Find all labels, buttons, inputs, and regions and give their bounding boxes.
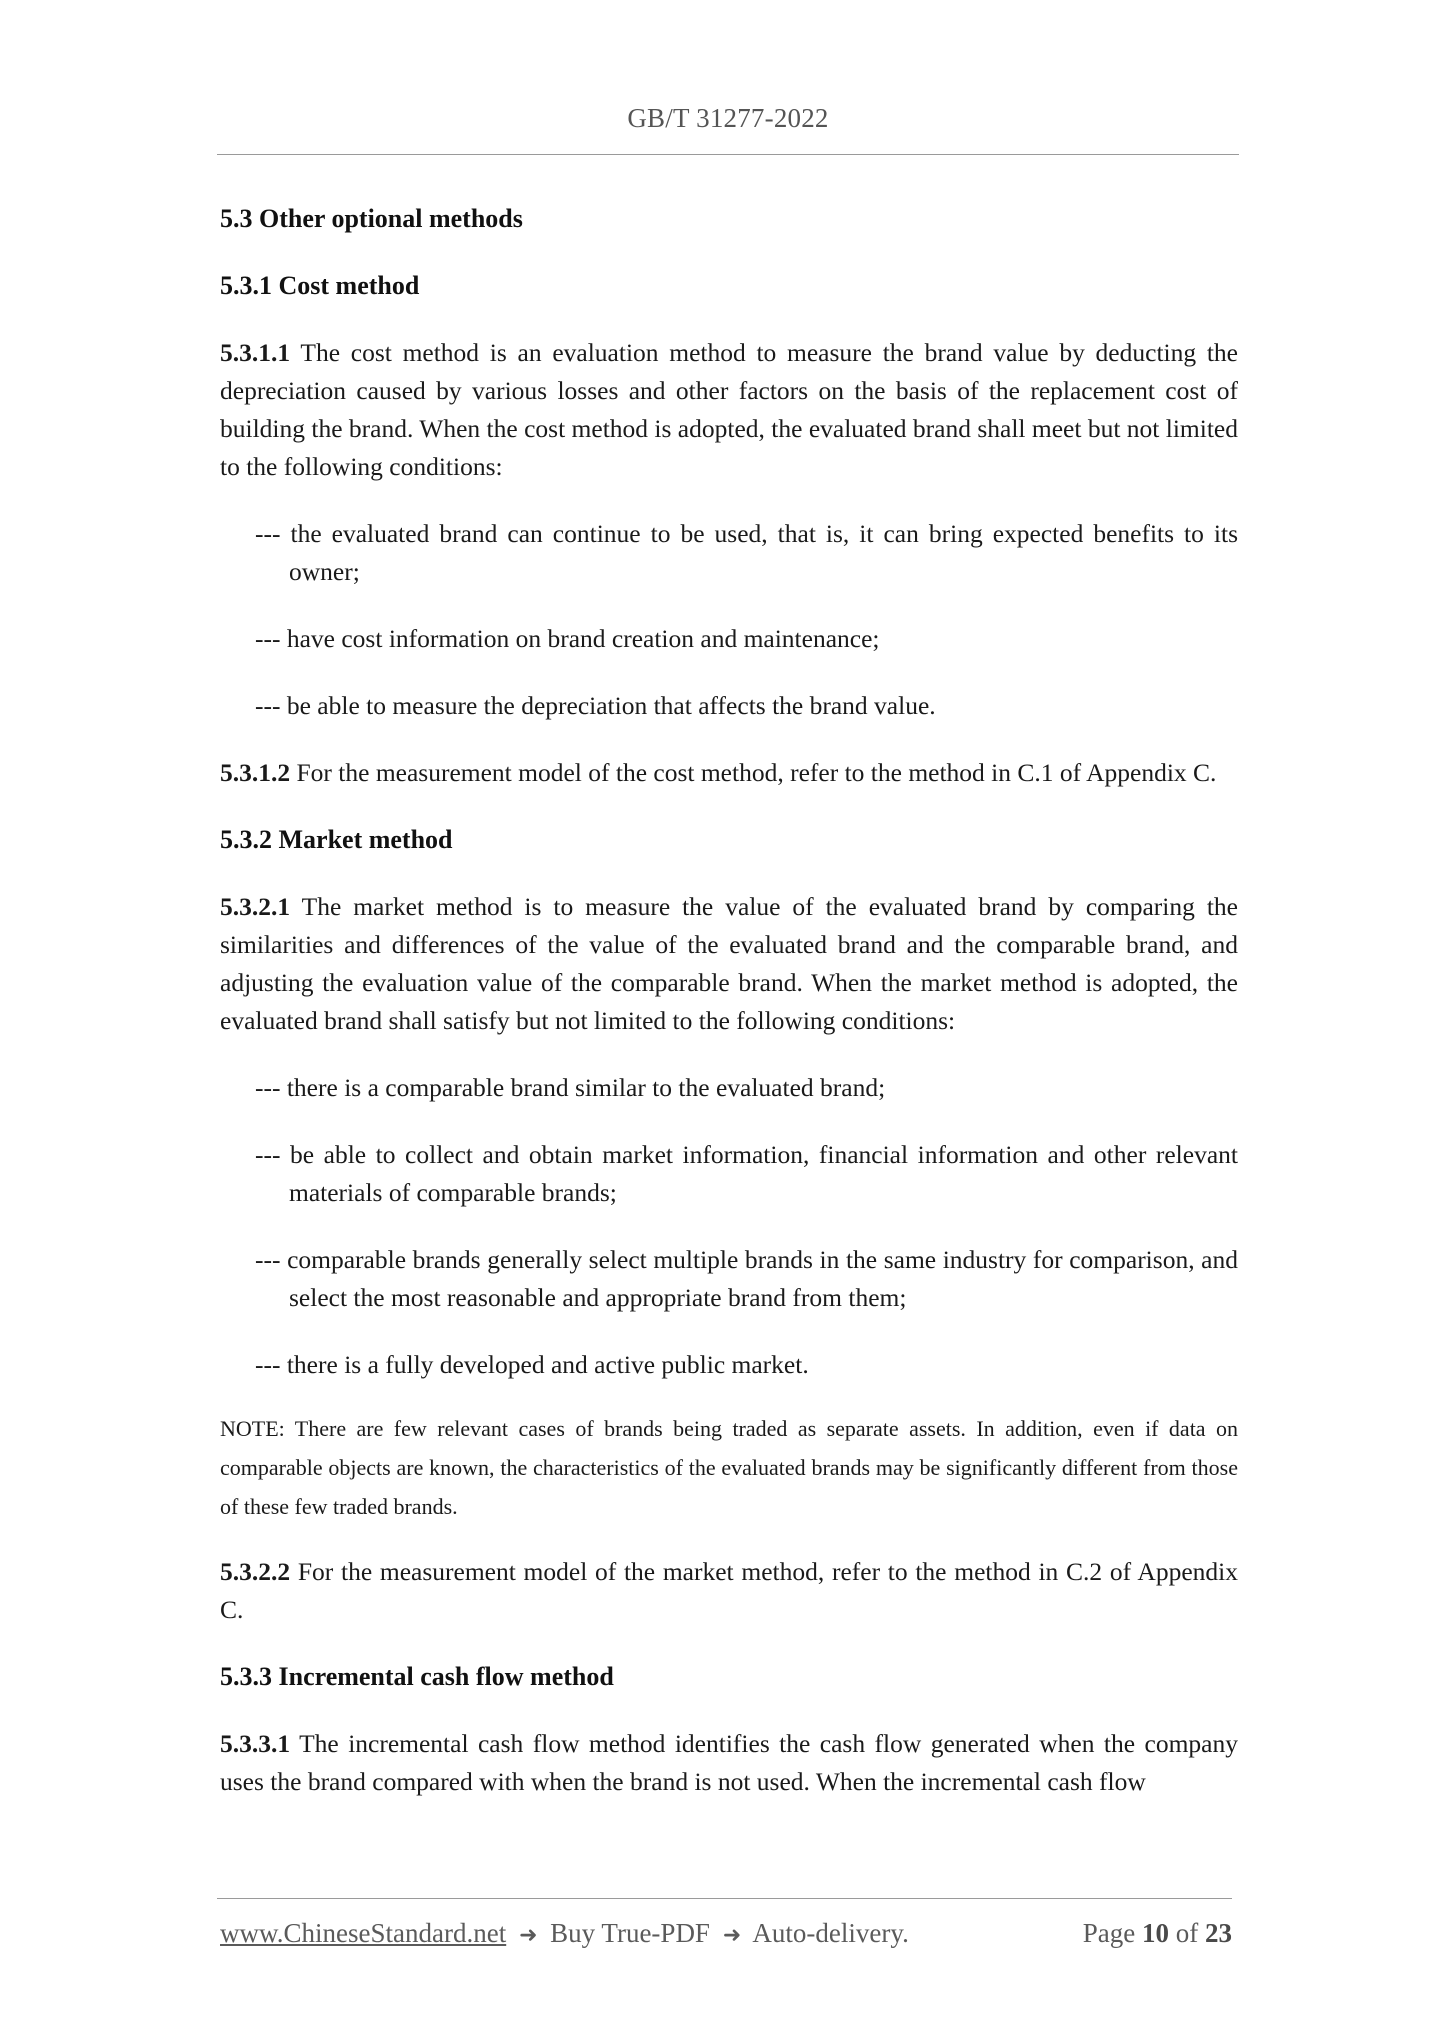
clause-text: For the measurement model of the market method, refer to the method in C.2 of Appendix C.: [220, 1557, 1238, 1624]
clause-5-3-2-2: [220, 1553, 1238, 1629]
clause-number: 5.3.3.1: [220, 1729, 291, 1758]
footer-divider: [217, 1898, 1232, 1899]
clause-number: 5.3.1.2: [220, 758, 291, 787]
clause-text: The market method is to measure the value of the evaluated brand by comparing the similarities and differences of the value of the evaluated brand and the comparable brand, and adjusting the evaluation value of the comparable brand. When the market method is adopted, the evaluated brand shall satisfy but not limited to the following conditions:: [220, 892, 1238, 1035]
section-heading-5-3-2: 5.3.2 Market method: [220, 825, 453, 854]
section-heading-5-3-1: 5.3.1 Cost method: [220, 271, 420, 300]
website-link[interactable]: www.ChineseStandard.net: [220, 1918, 507, 1948]
list-item: --- the evaluated brand can continue to be used, that is, it can bring expected benefits to its owner;: [255, 519, 1238, 586]
clause-text: For the measurement model of the cost method, refer to the method in C.1 of Appendix C.: [290, 758, 1217, 787]
page-indicator: [1083, 1918, 1232, 1949]
page-current: 10: [1142, 1918, 1169, 1948]
section-heading-5-3: 5.3 Other optional methods: [220, 204, 523, 233]
document-body: [220, 200, 1238, 1830]
page-total: 23: [1205, 1918, 1232, 1948]
right-arrow-icon: ➜: [722, 1923, 742, 1948]
list-item: --- there is a fully developed and active public market.: [255, 1350, 809, 1379]
clause-5-3-1-1: [220, 334, 1238, 486]
clause-text: The incremental cash flow method identifies the cash flow generated when the company uses the brand compared with when the brand is not used. When the incremental cash flow: [220, 1729, 1238, 1796]
list-item: --- there is a comparable brand similar to the evaluated brand;: [255, 1073, 886, 1102]
buy-true-pdf-text: Buy True-PDF: [550, 1918, 710, 1948]
list-item: --- be able to measure the depreciation that affects the brand value.: [255, 691, 936, 720]
document-header: GB/T 31277-2022: [627, 103, 829, 133]
clause-number: 5.3.2.2: [220, 1557, 291, 1586]
list-item: --- have cost information on brand creation and maintenance;: [255, 624, 880, 653]
clause-5-3-1-2: [220, 754, 1238, 792]
clause-5-3-2-1: [220, 888, 1238, 1040]
note-paragraph: NOTE: There are few relevant cases of brands being traded as separate assets. In addition, even if data on comparable objects are known, the characteristics of the evaluated brands may be significantly different from those of these few traded brands.: [220, 1416, 1238, 1519]
clause-number: 5.3.2.1: [220, 892, 291, 921]
header-divider: [217, 154, 1239, 155]
clause-5-3-3-1: [220, 1725, 1238, 1801]
right-arrow-icon: ➜: [518, 1923, 538, 1948]
page-word: Page: [1082, 1918, 1136, 1948]
list-item: --- be able to collect and obtain market information, financial information and other relevant materials of comparable brands;: [255, 1140, 1238, 1207]
auto-delivery-text: Auto-delivery.: [752, 1918, 909, 1948]
section-heading-5-3-3: 5.3.3 Incremental cash flow method: [220, 1662, 614, 1691]
clause-number: 5.3.1.1: [220, 338, 291, 367]
list-item: --- comparable brands generally select multiple brands in the same industry for comparison, and select the most reasonable and appropriate brand from them;: [255, 1245, 1238, 1312]
of-word: of: [1175, 1918, 1199, 1948]
clause-text: The cost method is an evaluation method to measure the brand value by deducting the depreciation caused by various losses and other factors on the basis of the replacement cost of building the brand. When the cost method is adopted, the evaluated brand shall meet but not limited to the following conditions:: [220, 338, 1238, 481]
page-footer: [220, 1918, 1232, 1949]
